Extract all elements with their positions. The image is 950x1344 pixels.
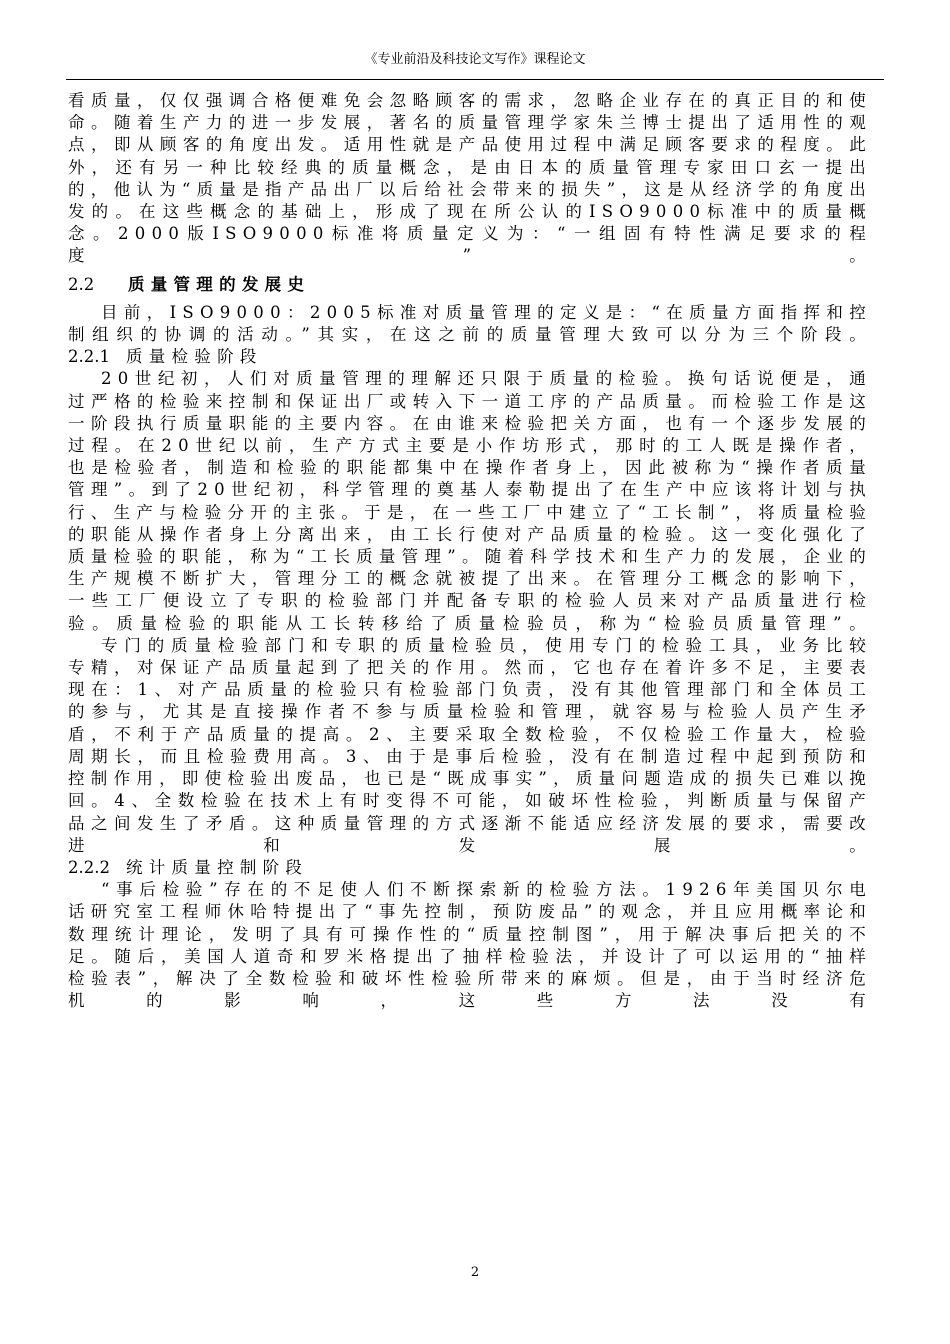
running-header: 《专业前沿及科技论文写作》课程论文 [364, 52, 586, 67]
section-number: 2.2.1 [68, 347, 110, 367]
paragraph-inspection-stage: 20世纪初，人们对质量管理的理解还只限于质量的检验。换句话说便是，通过严格的检验来控制和保证出厂或转入下一道工序的产品质量。而检验工作是这一阶段执行质量职能的主要内容。在由谁来检验把关方面，也有一个逐步发展的过程。在20世纪以前，生产方式主要是小作坊形式，那时的工人既是操作者，也是检验者，制造和检验的职能都集中在操作者身上，因此被称为“操作者质量管理”。到了20世纪初，科学管理的奠基人泰勒提出了在生产中应该将计划与执行、生产与检验分开的主张。于是，在一些工厂中建立了“工长制”，将质量检验的职能从操作者身上分离出来，由工长行使对产品质量的检验。这一变化强化了质量检验的职能，称为“工长质量管理”。随着科学技术和生产力的发展，企业的生产规模不断扩大，管理分工的概念就被提了出来。在管理分工概念的影响下，一些工厂便设立了专职的检验部门并配备专职的检验人员来对产品质量进行检验。质量检验的职能从工长转移给了质量检验员，称为“检验员质量管理”。 [68, 369, 872, 633]
paragraph-inspection-shortcomings: 专门的质量检验部门和专职的质量检验员，使用专门的检验工具，业务比较专精，对保证产品质量起到了把关的作用。然而，它也存在着许多不足，主要表现在：1、对产品质量的检验只有检验部门负责，没有其他管理部门和全体员工的参与，尤其是直接操作者不参与质量检验和管理，就容易与检验人员产生矛盾，不利于产品质量的提高。2、主要采取全数检验，不仅检验工作量大，检验周期长，而且检验费用高。3、由于是事后检验，没有在制造过程中起到预防和控制作用，即使检验出废品，也已是“既成事实”，质量问题造成的损失已难以挽回。4、全数检验在技术上有时变得不可能，如破坏性检验，判断质量与保留产品之间发生了矛盾。这种质量管理的方式逐渐不能适应经济发展的要求，需要改进和发展。 [68, 635, 872, 855]
section-heading-2-2-1 [68, 346, 872, 368]
paragraph-quality-concepts: 看质量，仅仅强调合格便难免会忽略顾客的需求，忽略企业存在的真正目的和使命。随着生产力的进一步发展，著名的质量管理学家朱兰博士提出了适用性的观点，即从顾客的角度出发。适用性就是产品使用过程中满足顾客要求的程度。此外，还有另一种比较经典的质量概念，是由日本的质量管理专家田口玄一提出的，他认为“质量是指产品出厂以后给社会带来的损失”，这是从经济学的角度出发的。在这些概念的基础上，形成了现在所公认的ISO9000标准中的质量概念。2000版ISO9000标准将质量定义为：“一组固有特性满足要求的程度”。 [68, 91, 872, 266]
section-title: 质量管理的发展史 [128, 274, 311, 294]
body-text [68, 90, 872, 1012]
section-number: 2.2.2 [68, 857, 110, 877]
section-heading-2-2-2 [68, 857, 872, 879]
page-number: 2 [470, 1265, 480, 1280]
section-number: 2.2 [68, 274, 95, 294]
section-title: 统计质量控制阶段 [126, 857, 309, 877]
section-title: 质量检验阶段 [126, 347, 263, 367]
header-rule [66, 79, 884, 80]
paragraph-statistical-control: “事后检验”存在的不足使人们不断探索新的检验方法。1926年美国贝尔电话研究室工程师休哈特提出了“事先控制，预防废品”的观念，并且应用概率论和数理统计理论，发明了具有可操作性的“质量控制图”，用于解决事后把关的不足。随后，美国人道奇和罗米格提出了抽样检验法，并设计了可以运用的“抽样检验表”，解决了全数检验和破坏性检验所带来的麻烦。但是，由于当时经济危机的影响，这些方法没有 [68, 880, 872, 1011]
section-heading-2-2 [68, 274, 872, 296]
paragraph-iso-definition: 目前，ISO9000：2005标准对质量管理的定义是：“在质量方面指挥和控制组织的协调的活动。”其实，在这之前的质量管理大致可以分为三个阶段。 [68, 302, 872, 345]
